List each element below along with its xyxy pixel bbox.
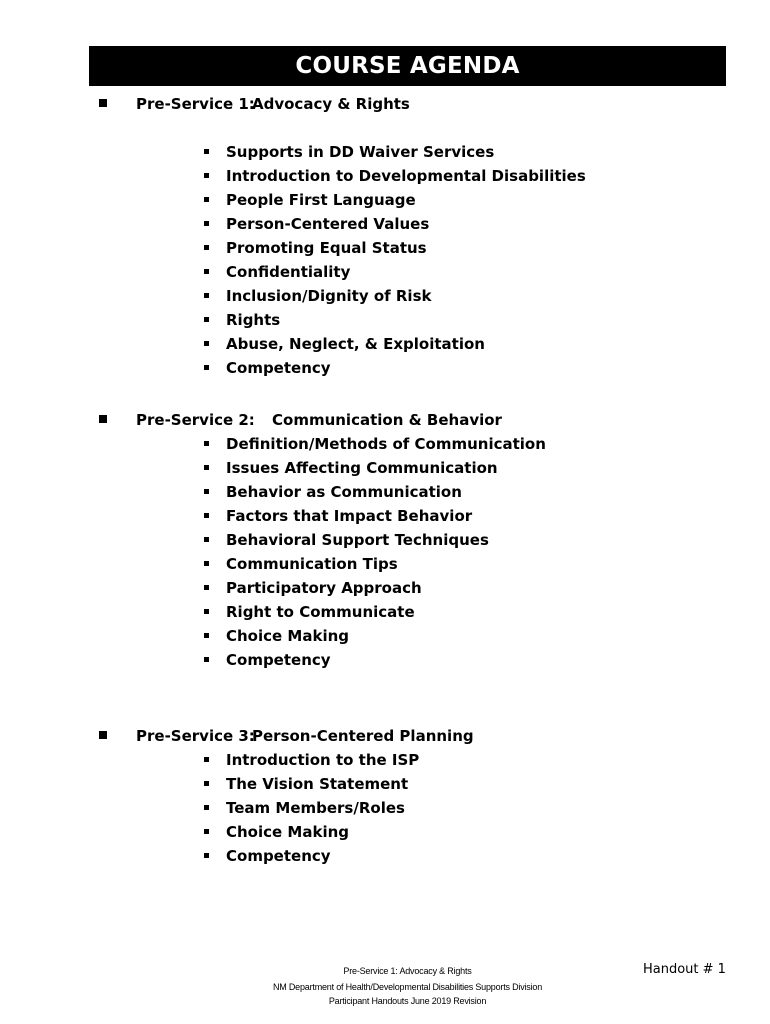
list-item [0, 651, 770, 673]
list-item [0, 359, 770, 381]
section-label: Pre-Service 3: [136, 727, 255, 745]
list-item [0, 335, 770, 357]
footer-line-revision: Participant Handouts June 2019 Revision [328, 996, 487, 1006]
bullet-icon [204, 633, 209, 638]
square-bullet-icon [99, 731, 107, 739]
list-item [0, 239, 770, 261]
list-item [0, 459, 770, 481]
list-item-text: Person-Centered Values [226, 215, 430, 233]
bullet-icon [204, 489, 209, 494]
list-item [0, 847, 770, 869]
section-title: Person-Centered Planning [252, 727, 474, 745]
section-heading [0, 95, 770, 117]
square-bullet-icon [99, 99, 107, 107]
list-item [0, 823, 770, 845]
bullet-icon [204, 465, 209, 470]
list-item [0, 435, 770, 457]
list-item [0, 263, 770, 285]
list-item-text: Confidentiality [226, 263, 351, 281]
footer-line-title: Pre-Service 1: Advocacy & Rights [343, 966, 472, 976]
list-item-text: Choice Making [226, 627, 350, 645]
list-item [0, 531, 770, 553]
list-item [0, 775, 770, 797]
list-item-text: Introduction to Developmental Disabilities [226, 167, 586, 185]
list-item-text: Choice Making [226, 823, 350, 841]
list-item [0, 191, 770, 213]
bullet-icon [204, 657, 209, 662]
list-item-text: Right to Communicate [226, 603, 415, 621]
list-item [0, 167, 770, 189]
list-item [0, 287, 770, 309]
page-title: COURSE AGENDA [89, 46, 726, 86]
bullet-icon [204, 293, 209, 298]
list-item-text: Factors that Impact Behavior [226, 507, 473, 525]
list-item-text: People First Language [226, 191, 416, 209]
handout-number: Handout # 1 [643, 962, 726, 977]
list-item [0, 215, 770, 237]
list-item-text: Behavioral Support Techniques [226, 531, 489, 549]
list-item [0, 579, 770, 601]
list-item [0, 507, 770, 529]
bullet-icon [204, 585, 209, 590]
bullet-icon [204, 365, 209, 370]
list-item-text: Definition/Methods of Communication [226, 435, 546, 453]
list-item-text: Introduction to the ISP [226, 751, 420, 769]
section-label: Pre-Service 1: [136, 95, 255, 113]
list-item-text: Competency [226, 847, 331, 865]
bullet-icon [204, 561, 209, 566]
bullet-icon [204, 149, 209, 154]
bullet-icon [204, 781, 209, 786]
bullet-icon [204, 221, 209, 226]
section-title: Advocacy & Rights [252, 95, 410, 113]
list-item [0, 799, 770, 821]
section-heading [0, 727, 770, 749]
list-item-text: Issues Affecting Communication [226, 459, 498, 477]
list-item-text: Competency [226, 359, 331, 377]
bullet-icon [204, 341, 209, 346]
list-item [0, 751, 770, 773]
bullet-icon [204, 513, 209, 518]
list-item-text: The Vision Statement [226, 775, 409, 793]
bullet-icon [204, 805, 209, 810]
footer-line-department: NM Department of Health/Developmental Disabilities Supports Division [272, 982, 543, 992]
list-item-text: Supports in DD Waiver Services [226, 143, 495, 161]
bullet-icon [204, 441, 209, 446]
list-item-text: Communication Tips [226, 555, 398, 573]
list-item [0, 555, 770, 577]
section-title: Communication & Behavior [272, 411, 502, 429]
bullet-icon [204, 609, 209, 614]
bullet-icon [204, 537, 209, 542]
list-item-text: Inclusion/Dignity of Risk [226, 287, 432, 305]
list-item-text: Rights [226, 311, 281, 329]
list-item [0, 143, 770, 165]
list-item-text: Behavior as Communication [226, 483, 462, 501]
bullet-icon [204, 853, 209, 858]
bullet-icon [204, 829, 209, 834]
list-item [0, 483, 770, 505]
list-item-text: Competency [226, 651, 331, 669]
bullet-icon [204, 317, 209, 322]
bullet-icon [204, 269, 209, 274]
list-item-text: Participatory Approach [226, 579, 422, 597]
bullet-icon [204, 245, 209, 250]
bullet-icon [204, 197, 209, 202]
list-item [0, 603, 770, 625]
list-item-text: Promoting Equal Status [226, 239, 427, 257]
bullet-icon [204, 173, 209, 178]
bullet-icon [204, 757, 209, 762]
list-item-text: Abuse, Neglect, & Exploitation [226, 335, 485, 353]
section-label: Pre-Service 2: [136, 411, 255, 429]
section-heading [0, 411, 770, 433]
list-item [0, 627, 770, 649]
list-item-text: Team Members/Roles [226, 799, 405, 817]
list-item [0, 311, 770, 333]
square-bullet-icon [99, 415, 107, 423]
